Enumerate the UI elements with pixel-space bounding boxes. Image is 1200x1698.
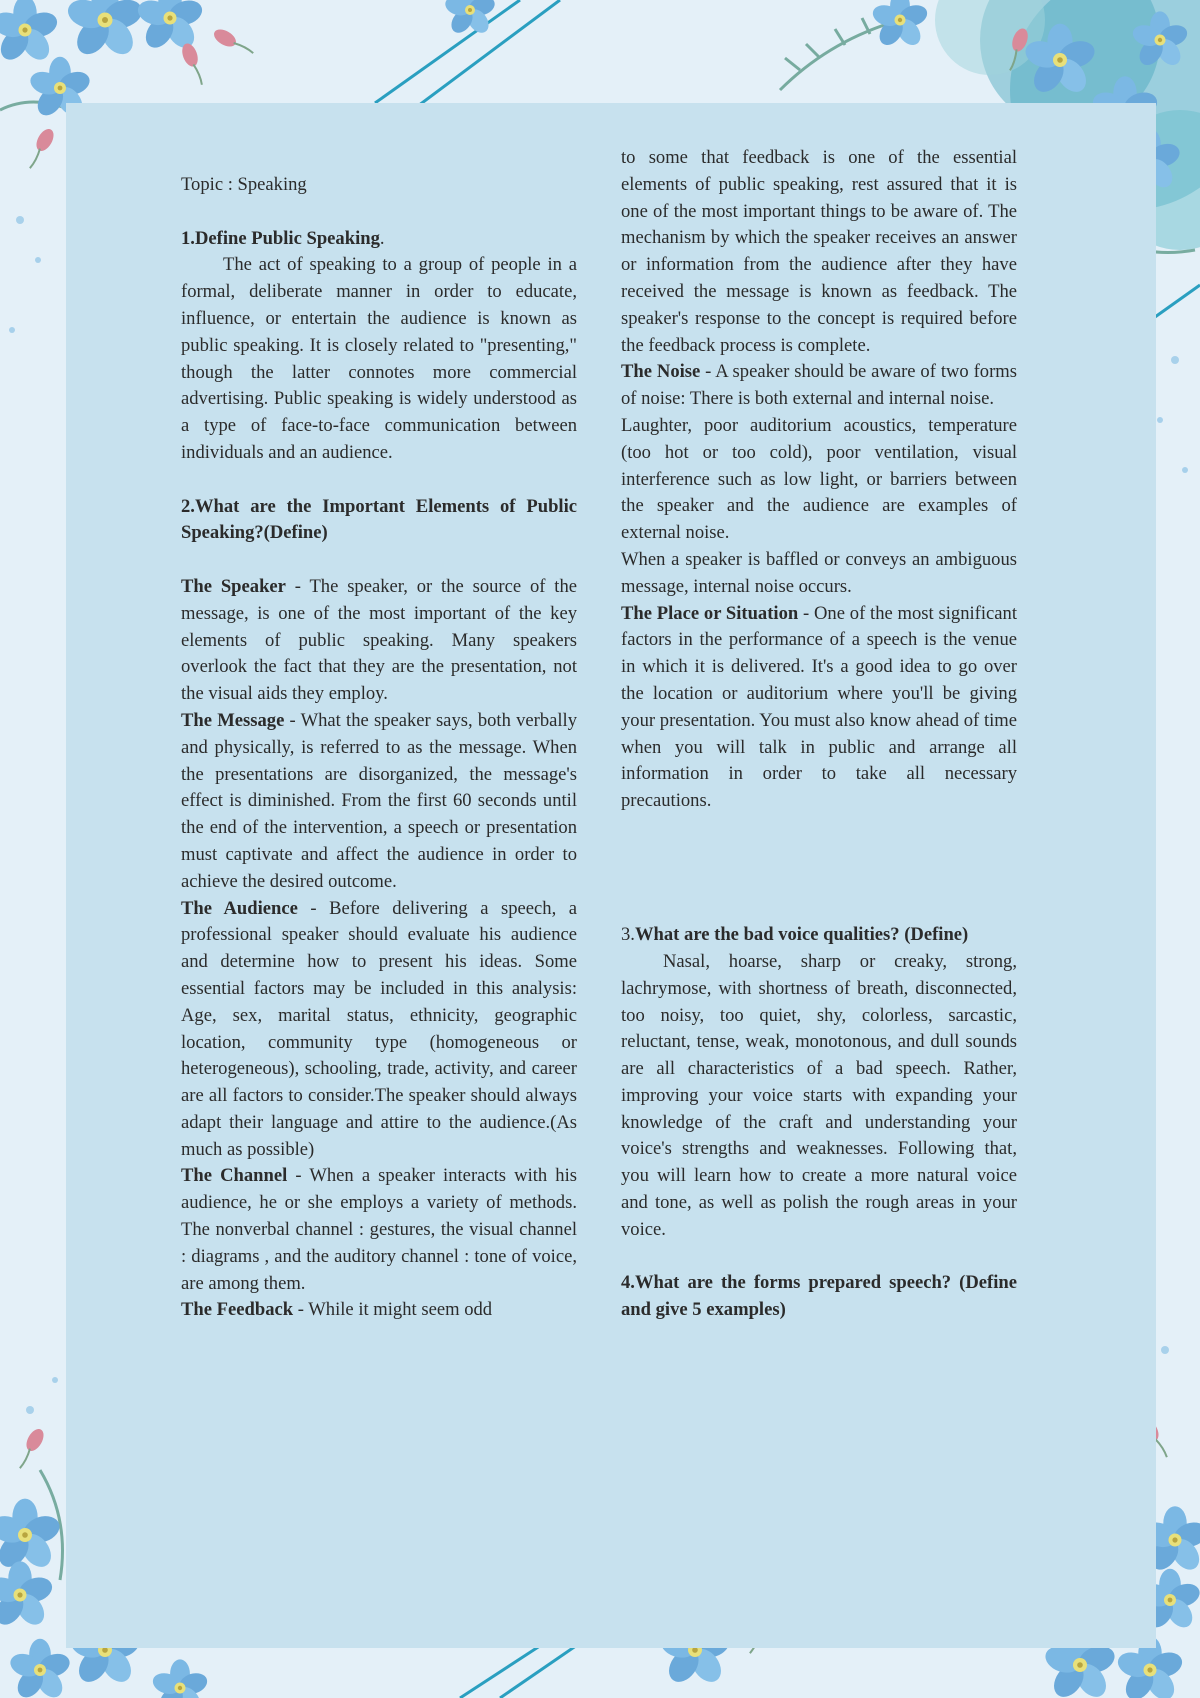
q4-heading-text: 4.What are the forms prepared speech? (Define and give 5 examples) [621, 1272, 1017, 1321]
place-body: - One of the most significant factors in the performance of a speech is the venue in which it is delivered. It's a good idea to go over the location or auditorium where you'll be giving your presentation. You must also know ahead of time when you will talk in public and arrange all information in order to take all necessary precautions. [621, 602, 1017, 812]
audience-body: - Before delivering a speech, a professional speaker should evaluate his audience and determine how to present his ideas. Some essential factors may be included in this analysis: Age, sex, marital status, ethnicity, geographic location, community type (homogeneous or heterogeneous), schooling, trade, activity, and career are all factors to consider.The speaker should always adapt their language and attire to the audience.(As much as possible) [181, 897, 578, 1160]
channel-term: The Channel [181, 1165, 288, 1187]
element-audience [181, 896, 577, 1164]
q2-heading-text: 2.What are the Important Elements of Public Speaking?(Define) [181, 495, 577, 544]
place-term: The Place or Situation [621, 602, 799, 624]
noise-external: Laughter, poor auditorium acoustics, temperature (too hot or too cold), poor ventilation, visual interference such as low light, or barriers between the speaker and the audience are examples of external noise. [621, 414, 1017, 544]
channel-body: - When a speaker interacts with his audience, he or she employs a variety of methods. The nonverbal channel : gestures, the visual channel : diagrams , and the auditory channel : tone of voice, are among them. [181, 1165, 577, 1294]
noise-body: - A speaker should be aware of two forms of noise: There is both external and internal noise. [621, 361, 1017, 410]
q3-body: Nasal, hoarse, sharp or creaky, strong, lachrymose, with shortness of breath, disconnected, too noisy, too quiet, shy, colorless, sarcastic, reluctant, tense, weak, monotonous, and dull sounds are all characteristics of a bad speech. Rather, improving your voice starts with expanding your knowledge of the craft and understanding your voice's strengths and weaknesses. Following that, you will learn how to create a more natural voice and tone, as well as polish the rough areas in your voice. [621, 950, 1017, 1240]
right-column [621, 145, 1017, 1324]
element-place [621, 601, 1017, 815]
topic-line: Topic : Speaking [181, 174, 307, 195]
q1-heading [181, 226, 577, 253]
q1-body: The act of speaking to a group of people in a formal, deliberate manner in order to educate, influence, or entertain the audience is known as public speaking. It is closely related to "presenting," though the latter connotes more commercial advertising. Public speaking is widely understood as a type of face-to-face communication between individuals and an audience. [181, 254, 577, 463]
feedback-term: The Feedback [181, 1299, 294, 1321]
q1-heading-period: . [379, 227, 385, 249]
feedback-continued: to some that feedback is one of the essential elements of public speaking, rest assured that it is one of the most important things to be aware of. The mechanism by which the speaker receives an answer or information from the audience after they have received the message is known as feedback. The speaker's response to the concept is required before the feedback process is complete. [621, 147, 1017, 356]
q3-number: 3. [621, 924, 635, 946]
feedback-body: - While it might seem odd [293, 1299, 493, 1321]
message-term: The Message [181, 709, 285, 731]
q2-heading [181, 494, 577, 548]
q3-heading [621, 922, 1017, 949]
element-feedback [181, 1297, 577, 1324]
speaker-term: The Speaker [181, 575, 286, 597]
speaker-body: - The speaker, or the source of the message, is one of the most important of the key elements of public speaking. Many speakers overlook the fact that they are the presentation, not the visual aids they employ. [181, 575, 577, 705]
element-message [181, 708, 577, 896]
element-noise [621, 359, 1017, 413]
q1-heading-text: 1.Define Public Speaking [181, 227, 380, 249]
left-column [181, 172, 577, 1324]
noise-internal: When a speaker is baffled or conveys an ambiguous message, internal noise occurs. [621, 548, 1017, 597]
message-body: - What the speaker says, both verbally and physically, is referred to as the message. When the presentations are disorganized, the message's effect is diminished. From the first 60 seconds until the end of the intervention, a speech or presentation must captivate and affect the audience in order to achieve the desired outcome. [181, 709, 577, 892]
noise-term: The Noise [621, 361, 701, 383]
element-channel [181, 1163, 577, 1297]
element-speaker [181, 574, 577, 708]
audience-term: The Audience [181, 897, 298, 919]
q3-heading-text: What are the bad voice qualities? (Define) [634, 924, 969, 946]
q4-heading [621, 1270, 1017, 1324]
